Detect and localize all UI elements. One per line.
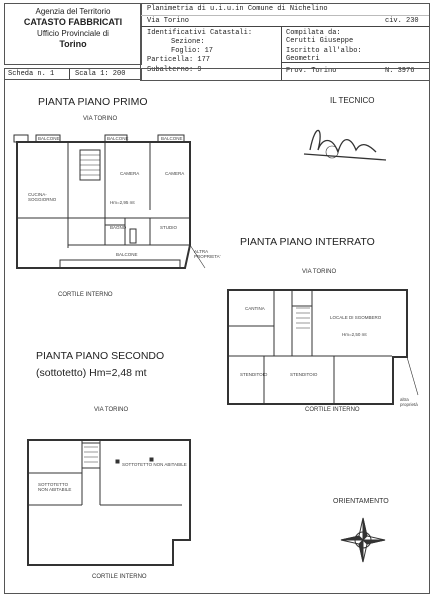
hm-basement: Hm=2,50 mt — [342, 332, 367, 337]
foglio: Foglio: 17 — [171, 47, 214, 55]
balcony-1: BALCONE — [38, 136, 60, 141]
street-first: VIA TORINO — [83, 116, 118, 122]
scale: Scala 1: 200 — [75, 70, 126, 78]
hm-first: Hm=2,95 mt — [110, 200, 135, 205]
register-label: Iscritto all'albo: — [286, 47, 362, 55]
other-property-2: altra proprietà — [400, 397, 418, 407]
drying-2-label: STENDITOIO — [290, 372, 318, 377]
court-second: CORTILE INTERNO — [92, 574, 147, 580]
sheet-number: Scheda n. 1 — [8, 70, 55, 78]
agency-name: Agenzia del Territorio — [35, 7, 111, 16]
cellar-label: CANTINA — [245, 306, 265, 311]
orientation-label: ORIENTAMENTO — [333, 498, 389, 505]
balcony-4: BALCONE — [116, 252, 138, 257]
second-floor-subtitle: (sottotetto) Hm=2,48 mt — [36, 367, 147, 379]
bedroom2-label: CAMERA — [165, 171, 185, 176]
first-floor-title: PIANTA PIANO PRIMO — [38, 96, 148, 108]
balcony-3: BALCONE — [161, 136, 183, 141]
court-first: CORTILE INTERNO — [58, 292, 113, 298]
street-second: VIA TORINO — [94, 407, 129, 413]
technician-label: IL TECNICO — [330, 96, 375, 105]
bathroom-label: BAGNO — [110, 225, 127, 230]
attic-1-label: SOTTOTETTO NON ABITABILE — [38, 482, 72, 492]
bedroom-label: CAMERA — [120, 171, 140, 176]
plan-title: Planimetria di u.i.u.in Comune di Nichelino — [147, 5, 328, 13]
storage-label: LOCALE DI SGOMBERO — [330, 315, 382, 320]
compiled-by: Cerutti Giuseppe — [286, 37, 354, 45]
sezione: Sezione: — [171, 38, 205, 46]
registry-name: CATASTO FABBRICATI — [23, 17, 123, 27]
city-name: Torino — [59, 39, 87, 49]
ids-label: Identificativi Catastali: — [147, 29, 253, 37]
attic-2-label: SOTTOTETTO NON ABITABILE — [122, 462, 187, 467]
kitchen-label: CUCINA- SOGGIORNO — [28, 192, 57, 202]
other-property-1: ALTRA PROPRIETA' — [194, 249, 221, 259]
balcony-2: BALCONE — [107, 136, 129, 141]
register: Geometri — [286, 55, 320, 63]
compiled-label: Compilata da: — [286, 29, 341, 37]
basement-title: PIANTA PIANO INTERRATO — [240, 236, 375, 248]
doc-number: N. 3976 — [385, 67, 415, 75]
court-basement: CORTILE INTERNO — [305, 407, 360, 413]
particella: Particella: 177 — [147, 56, 211, 64]
province: Prov. Torino — [286, 67, 337, 75]
drying-1-label: STENDITOIO — [240, 372, 268, 377]
study-label: STUDIO — [160, 225, 178, 230]
street: Via Torino — [147, 17, 190, 25]
second-floor-title: PIANTA PIANO SECONDO — [36, 350, 165, 362]
office-name: Ufficio Provinciale di — [37, 29, 109, 38]
subalterno: Subalterno: 9 — [147, 66, 202, 74]
street-basement: VIA TORINO — [302, 269, 337, 275]
civic-number: civ. 230 — [385, 17, 419, 25]
